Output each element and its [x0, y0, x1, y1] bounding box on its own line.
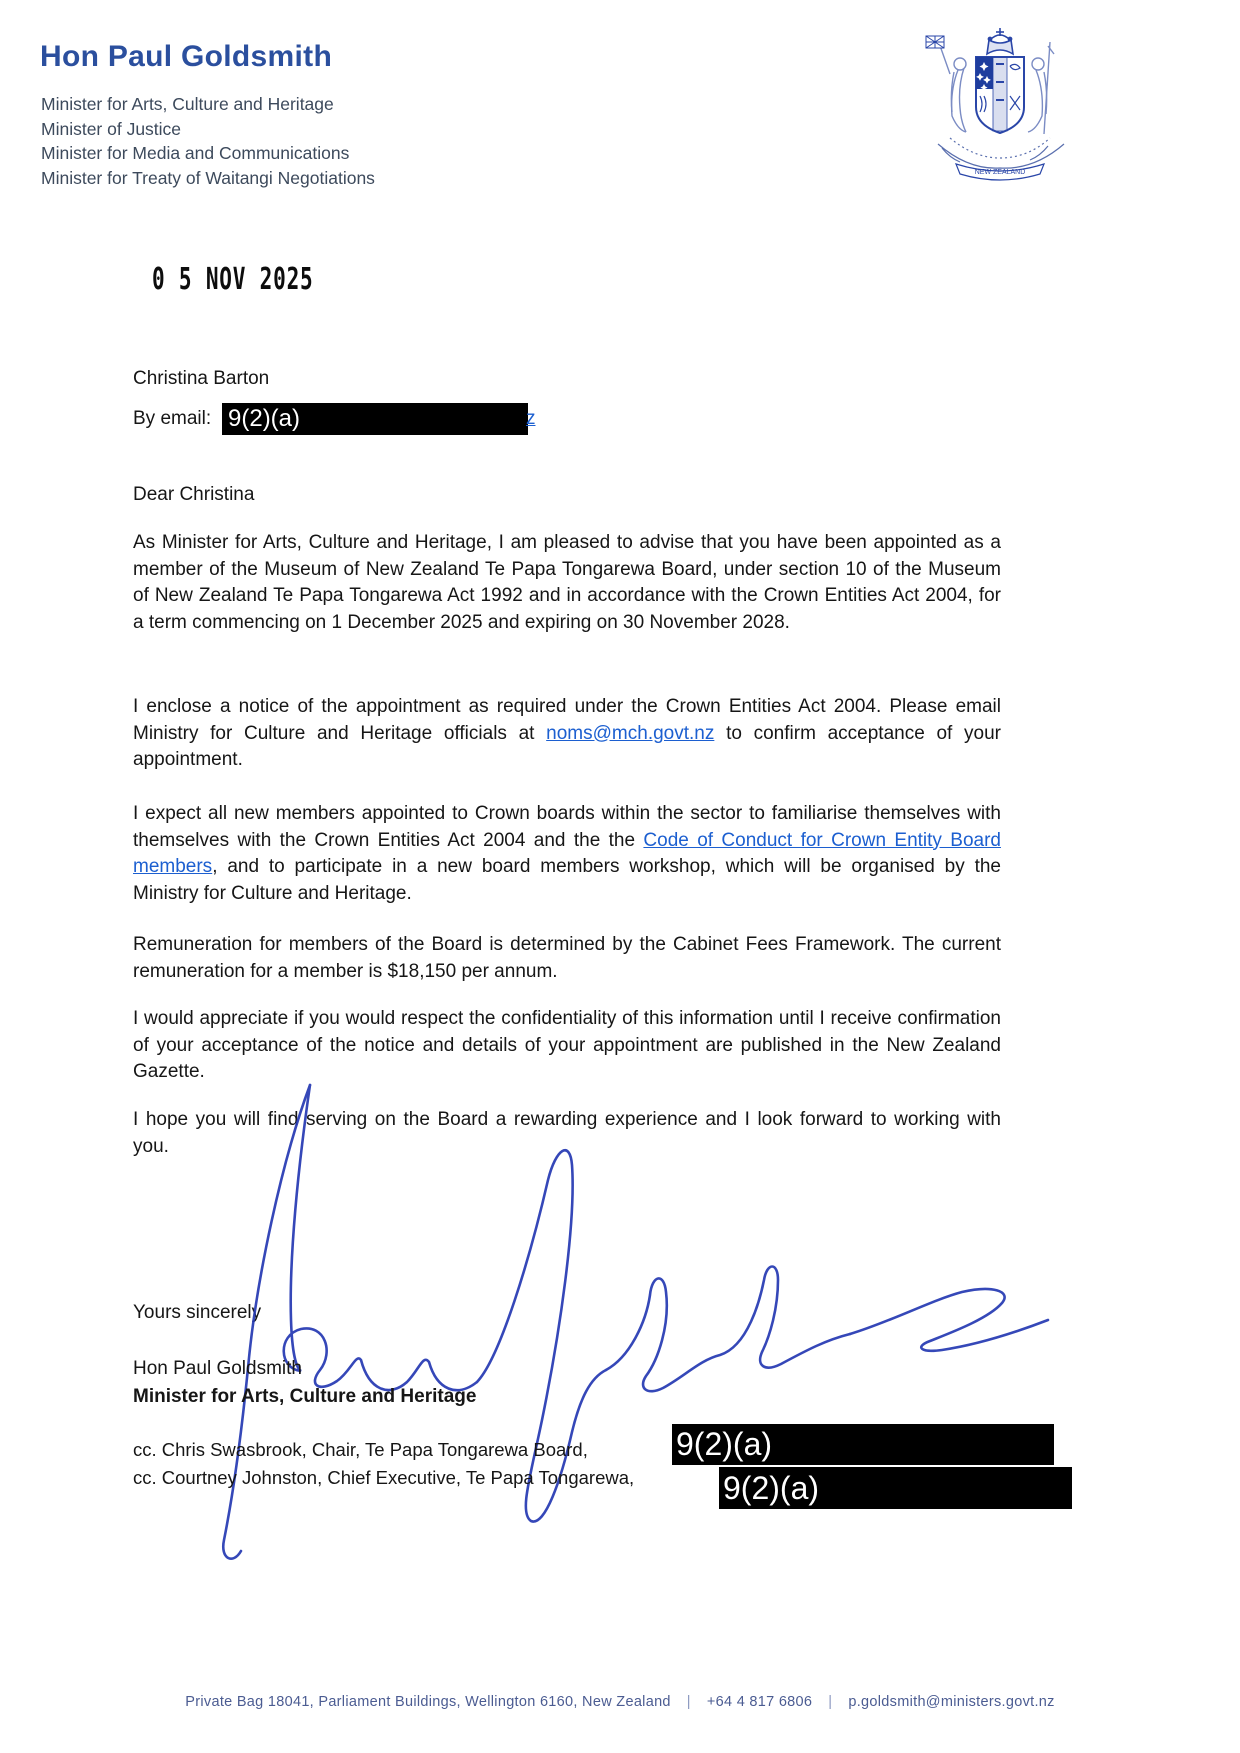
redaction-box-email: 9(2)(a) — [222, 403, 528, 435]
footer-separator: | — [686, 1694, 691, 1710]
footer-phone: +64 4 817 6806 — [706, 1694, 813, 1710]
email-link-remnant[interactable]: z — [526, 408, 536, 429]
recipient-name: Christina Barton — [133, 368, 270, 389]
p2-text: I enclose a notice of the appointment as required under the Crown Entities Act 2004. Please email Ministry for Culture and Heritage officials at — [133, 696, 1001, 744]
crest-motto-text: NEW ZEALAND — [974, 169, 1026, 176]
received-date-stamp: 0 5 NOV 2025 — [152, 262, 314, 297]
body-paragraph-4: Remuneration for members of the Board is determined by the Cabinet Fees Framework. The current remuneration for a member is $18,150 per annum. — [133, 934, 1001, 982]
role-line: Minister for Treaty of Waitangi Negotiations — [41, 167, 375, 188]
body-paragraph-5: I would appreciate if you would respect the confidentiality of this information until I receive confirmation of your acceptance of the notice and details of your appointment are published in the New Zealand Gazette. — [133, 1008, 1001, 1082]
role-line: Minister for Arts, Culture and Heritage — [41, 94, 334, 114]
body-paragraph-3 — [133, 801, 1001, 907]
minister-roles — [41, 92, 375, 190]
cc-block — [133, 1436, 634, 1491]
salutation: Dear Christina — [133, 484, 255, 505]
p3-text: I expect all new members appointed to Crown boards within the sector to familiarise themselves with themselves with the Crown Entities Act 2004 and the the — [133, 803, 1001, 851]
valediction: Yours sincerely — [133, 1302, 262, 1323]
cc-line-1: cc. Chris Swasbrook, Chair, Te Papa Tongarewa Board, — [133, 1439, 588, 1460]
footer-email: p.goldsmith@ministers.govt.nz — [848, 1694, 1055, 1710]
p3-text-after: , and to participate in a new board members workshop, which will be organised by the Ministry for Culture and Heritage. — [133, 856, 1001, 904]
minister-name-heading: Hon Paul Goldsmith — [40, 40, 333, 73]
body-paragraph-6: I hope you will find serving on the Board a rewarding experience and I look forward to working with you. — [133, 1109, 1001, 1157]
redaction-box-cc2: 9(2)(a) — [719, 1467, 1072, 1509]
role-line: Minister for Media and Communications — [41, 143, 350, 163]
role-line: Minister of Justice — [41, 118, 182, 139]
footer-separator: | — [828, 1694, 833, 1710]
code-of-conduct-link[interactable]: Code of Conduct for Crown Entity Board members — [133, 829, 1001, 877]
cc-line-2: cc. Courtney Johnston, Chief Executive, Te Papa Tongarewa, — [133, 1466, 635, 1488]
noms-email-link[interactable]: noms@mch.govt.nz — [546, 722, 715, 744]
body-paragraph-2 — [133, 694, 1001, 774]
footer-address: Private Bag 18041, Parliament Buildings, Wellington 6160, New Zealand — [185, 1694, 671, 1710]
closing-name: Hon Paul Goldsmith — [133, 1358, 302, 1379]
by-email-label: By email: — [133, 408, 212, 429]
body-paragraph-1: As Minister for Arts, Culture and Heritage, I am pleased to advise that you have been appointed as a member of the Museum of New Zealand Te Papa Tongarewa Board, under section 10 of the Museum of New Zealand Te Papa Tongarewa Act 1992 and in accordance with the Crown Entities Act 2004, for a term commencing on 1 December 2025 and expiring on 30 November 2028. — [133, 532, 1001, 633]
nz-coat-of-arms-icon — [898, 24, 1102, 192]
redaction-box-cc1: 9(2)(a) — [672, 1424, 1054, 1465]
p2-text-after: to confirm acceptance of your appointment. — [133, 722, 1001, 770]
footer-contact-bar — [0, 1694, 1240, 1710]
closing-title: Minister for Arts, Culture and Heritage — [133, 1386, 477, 1407]
